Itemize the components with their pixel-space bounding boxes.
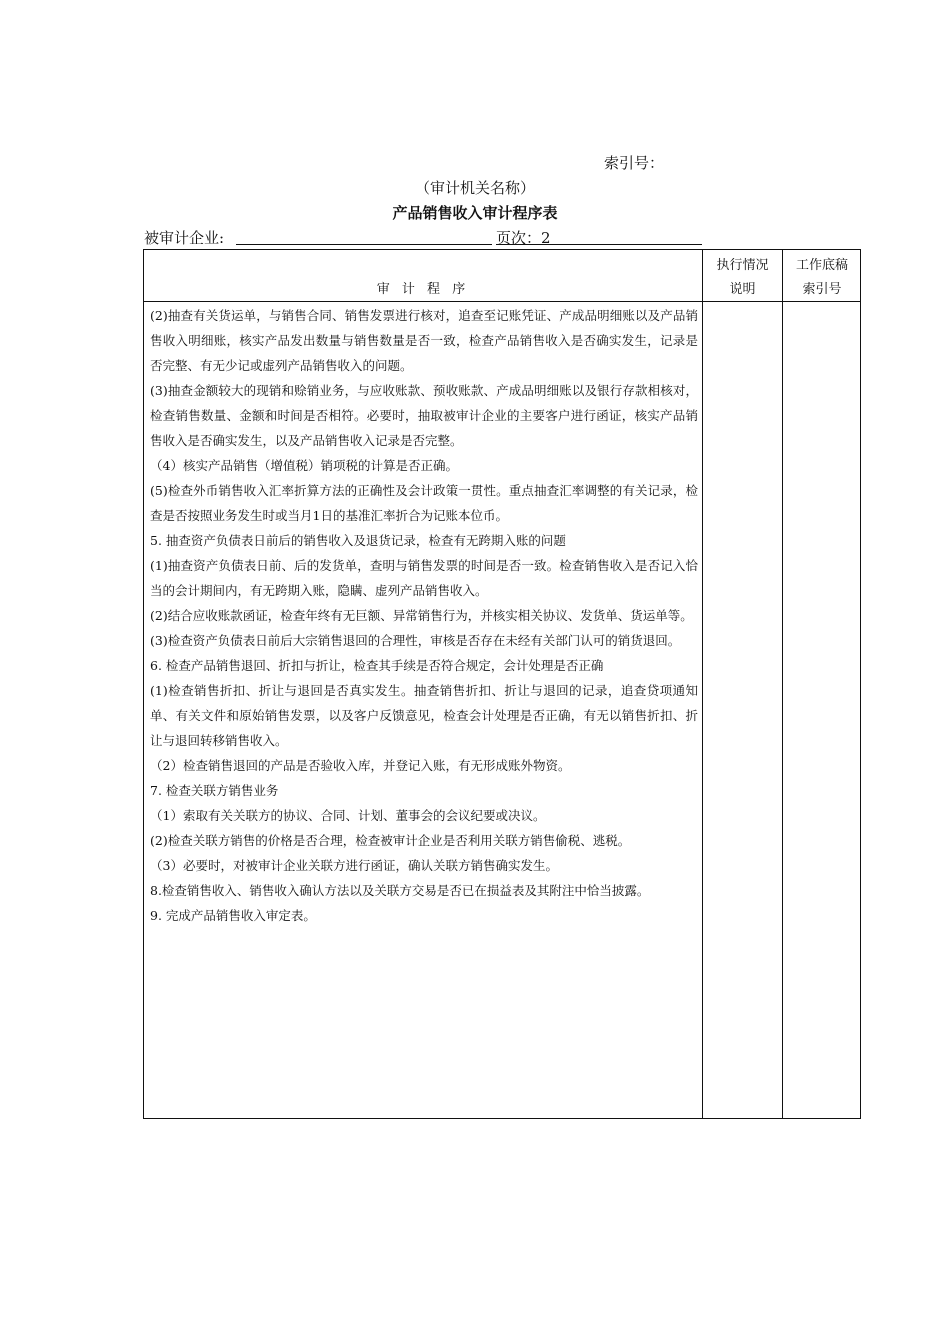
procedure-paragraph: 5. 抽查资产负债表日前后的销售收入及退货记录，检查有无跨期入账的问题 bbox=[150, 533, 566, 548]
procedure-paragraph: （4）核实产品销售（增值税）销项税的计算是否正确。 bbox=[150, 458, 458, 473]
procedure-paragraph: （2）检查销售退回的产品是否验收入库，并登记入账，有无形成账外物资。 bbox=[150, 758, 571, 773]
column-header-workpaper-line1: 工作底稿 bbox=[795, 258, 848, 273]
procedure-paragraph: 6. 检查产品销售退回、折扣与折让，检查其手续是否符合规定，会计处理是否正确 bbox=[150, 658, 604, 673]
procedure-paragraph: 7. 检查关联方销售业务 bbox=[150, 783, 279, 798]
column-header-execution-line1: 执行情况 bbox=[716, 258, 769, 273]
audit-procedure-table bbox=[143, 249, 861, 1119]
page-underline bbox=[496, 244, 702, 245]
procedure-paragraph: 8.检查销售收入、销售收入确认方法以及关联方交易是否已在损益表及其附注中恰当披露。 bbox=[150, 883, 650, 898]
procedure-paragraph: （1）索取有关关联方的协议、合同、计划、董事会的会议纪要或决议。 bbox=[150, 808, 546, 823]
index-number-label: 索引号： bbox=[604, 154, 665, 172]
column-header-workpaper bbox=[783, 254, 861, 302]
column-header-execution-line2: 说明 bbox=[729, 282, 756, 297]
procedure-paragraph: (3)检查资产负债表日前后大宗销售退回的合理性，审核是否存在未经有关部门认可的销货退回。 bbox=[150, 633, 681, 648]
procedure-paragraph: (2)抽查有关货运单，与销售合同、销售发票进行核对，追查至记账凭证、产成品明细账以及产品销售收入明细账，核实产品发出数量与销售数量是否一致，检查产品销售收入是否确实发生，记录是否完整、有无少记或虚列产品销售收入的问题。 bbox=[150, 308, 698, 373]
page-title: 产品销售收入审计程序表 bbox=[392, 204, 558, 222]
procedure-paragraph: (1)检查销售折扣、折让与退回是否真实发生。抽查销售折扣、折让与退回的记录，追查贷项通知单、有关文件和原始销售发票，以及客户反馈意见，检查会计处理是否正确，有无以销售折扣、折让与退回转移销售收入。 bbox=[150, 683, 698, 748]
procedure-paragraph: 9. 完成产品销售收入审定表。 bbox=[150, 908, 316, 923]
agency-name: （审计机关名称） bbox=[414, 179, 535, 197]
procedure-paragraph: (5)检查外币销售收入汇率折算方法的正确性及会计政策一贯性。重点抽查汇率调整的有关记录，检查是否按照业务发生时或当月1日的基准汇率折合为记账本位币。 bbox=[150, 483, 698, 523]
procedure-content bbox=[150, 303, 698, 928]
procedure-paragraph: (2)检查关联方销售的价格是否合理，检查被审计企业是否利用关联方销售偷税、逃税。 bbox=[150, 833, 631, 848]
procedure-paragraph: （3）必要时，对被审计企业关联方进行函证，确认关联方销售确实发生。 bbox=[150, 858, 558, 873]
procedure-paragraph: (3)抽查金额较大的现销和赊销业务，与应收账款、预收账款、产成品明细账以及银行存款相核对，检查销售数量、金额和时间是否相符。必要时，抽取被审计企业的主要客户进行函证，核实产品销售收入是否确实发生，以及产品销售收入记录是否完整。 bbox=[150, 383, 698, 448]
column-divider bbox=[702, 250, 703, 1118]
column-header-workpaper-line2: 索引号 bbox=[802, 282, 842, 297]
page-number: 页次：2 bbox=[496, 229, 551, 247]
audited-company-label: 被审计企业: bbox=[144, 229, 225, 247]
column-header-procedure: 审 计 程 序 bbox=[376, 282, 470, 297]
column-divider bbox=[782, 250, 783, 1118]
column-header-execution bbox=[703, 254, 782, 302]
procedure-paragraph: (1)抽查资产负债表日前、后的发货单，查明与销售发票的时间是否一致。检查销售收入是否记入恰当的会计期间内，有无跨期入账，隐瞒、虚列产品销售收入。 bbox=[150, 558, 698, 598]
company-underline bbox=[236, 244, 492, 245]
procedure-paragraph: (2)结合应收账款函证，检查年终有无巨额、异常销售行为，并核实相关协议、发货单、货运单等。 bbox=[150, 608, 693, 623]
